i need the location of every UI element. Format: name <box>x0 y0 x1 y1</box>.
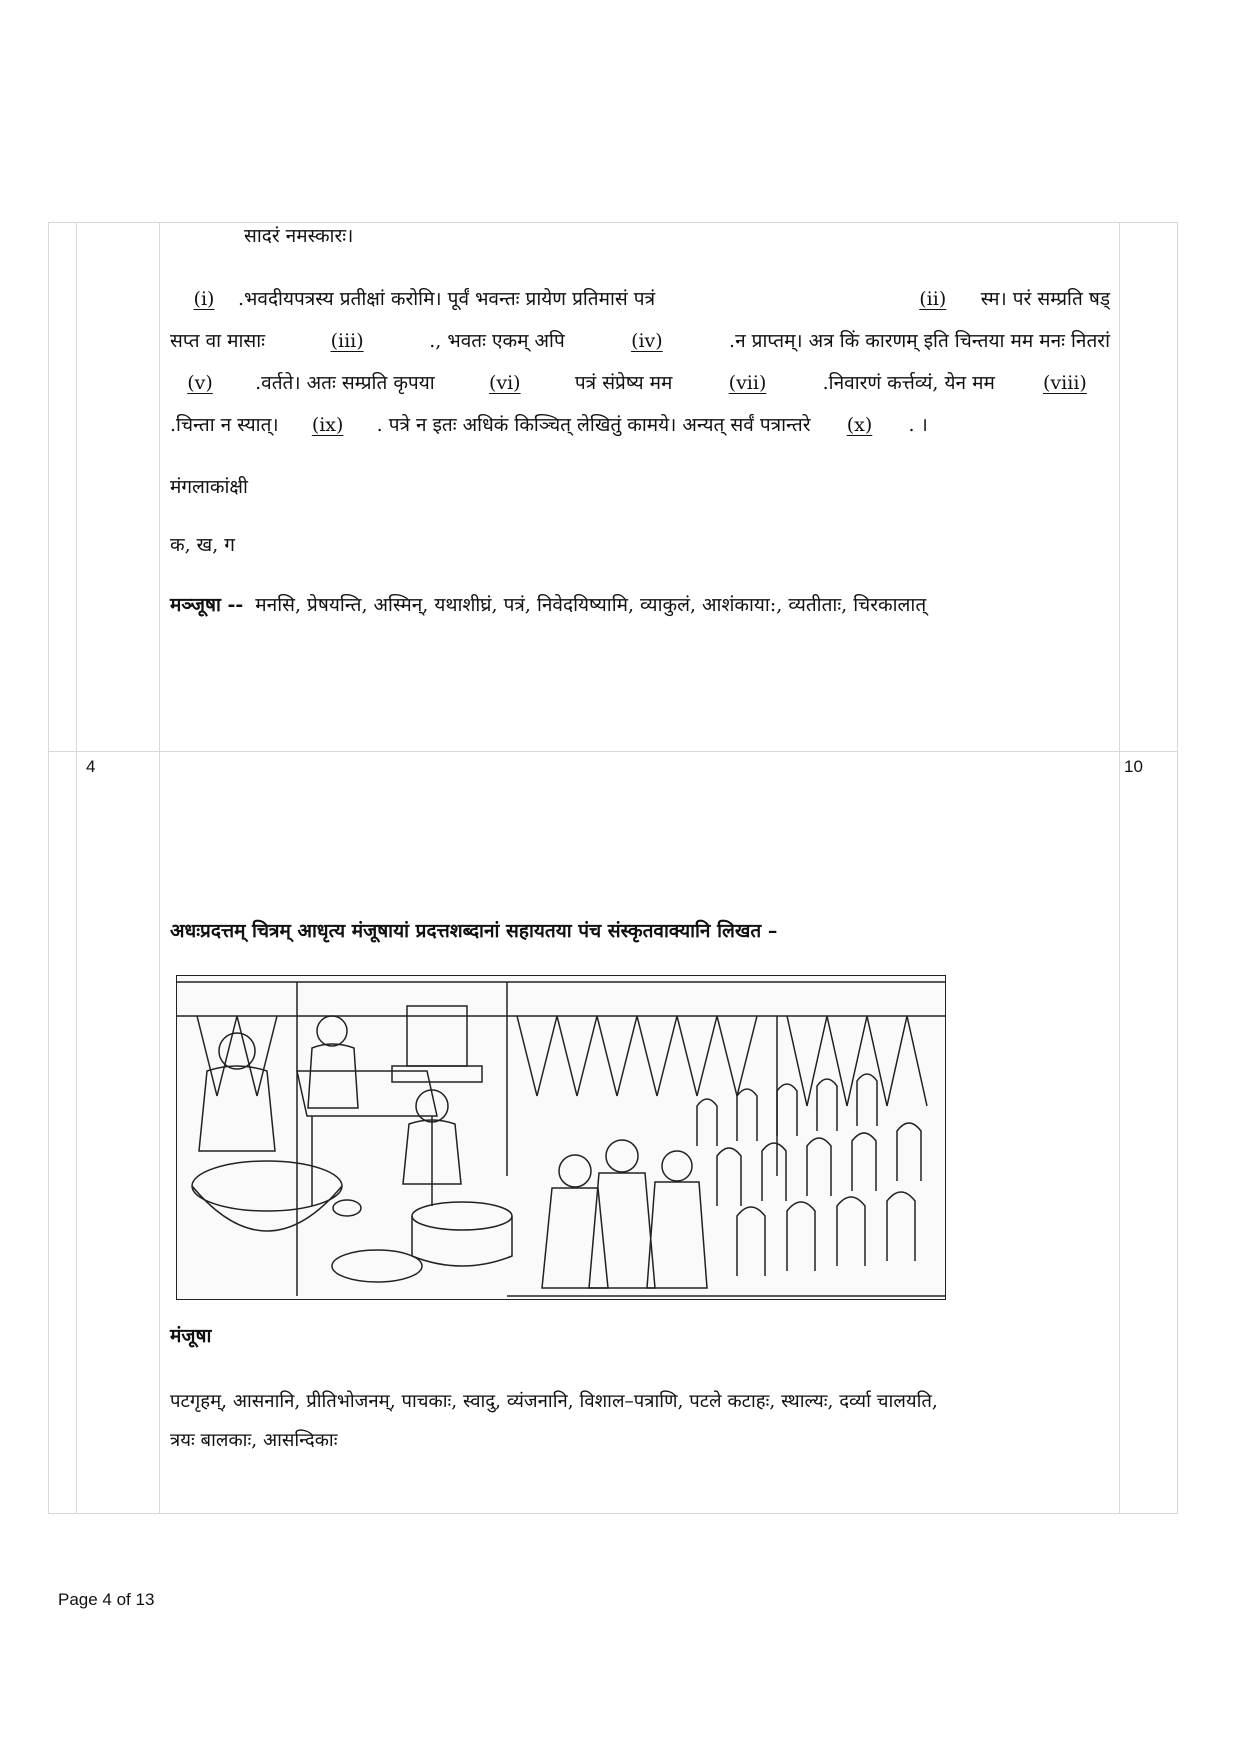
blank-ii: (ii) <box>919 288 947 310</box>
letter-line-1 <box>170 285 1110 327</box>
blank-iii: (iii) <box>330 330 364 352</box>
word-box-4-line-1: पटगृहम्, आसनानि, प्रीतिभोजनम्, पाचकाः, स्वादु, व्यंजनानि, विशाल–पत्राणि, पटले कटाहः, स्थाल्यः, दर्व्या चालयति, <box>170 1391 938 1412</box>
table-column-divider <box>159 223 160 1513</box>
letter-text: .भवदीयपत्रस्य प्रतीक्षां करोमि। पूर्वं भवन्तः प्रायेण प्रतिमासं पत्रं <box>238 288 656 310</box>
table-column-divider <box>76 223 77 1513</box>
signatory: क, ख, ग <box>170 534 235 556</box>
blank-viii: (viii) <box>1043 372 1087 394</box>
salutation: सादरं नमस्कारः। <box>244 225 354 247</box>
blank-iv: (iv) <box>631 330 663 352</box>
letter-text: पत्रं संप्रेष्य मम <box>574 372 673 394</box>
word-box-3 <box>170 596 926 615</box>
blank-vi: (vi) <box>488 372 521 394</box>
letter-line-2 <box>170 327 1110 369</box>
word-box-4-line-2: त्रयः बालकाः, आसन्दिकाः <box>170 1430 338 1451</box>
closing: मंगलाकांक्षी <box>170 476 248 498</box>
question-number: 4 <box>86 757 96 776</box>
letter-text: स्म। परं सम्प्रति षड् <box>980 288 1110 310</box>
word-box-4-label: मंजूषा <box>170 1325 212 1347</box>
page-number: Page 4 of 13 <box>58 1590 155 1609</box>
blank-x: (x) <box>846 414 873 436</box>
table-row-divider <box>49 751 1177 752</box>
letter-text: .वर्तते। अतः सम्प्रति कृपया <box>255 372 435 394</box>
blank-ix: (ix) <box>311 414 344 436</box>
letter-text: . पत्रे न इतः अधिकं किञ्चित् लेखितुं कामये। अन्यत् सर्वं पत्रान्तरे <box>376 414 811 436</box>
letter-line-3 <box>170 369 1110 411</box>
marks: 10 <box>1124 757 1143 776</box>
letter-text: . । <box>908 414 928 436</box>
letter-line-4 <box>170 411 1110 453</box>
blank-i: (i) <box>193 288 215 310</box>
blank-v: (v) <box>187 372 213 394</box>
letter-text: .निवारणं कर्त्तव्यं, येन मम <box>822 372 995 394</box>
letter-paragraph <box>170 285 1110 453</box>
picture-instruction: अधःप्रदत्तम् चित्रम् आधृत्य मंजूषायां प्रदत्तशब्दानां सहायतया पंच संस्कृतवाक्यानि लिखत – <box>170 920 778 942</box>
letter-text: .न प्राप्तम्। अत्र किं कारणम् इति चिन्तया मम मनः नितरां <box>729 330 1110 352</box>
letter-text: सप्त वा मासाः <box>170 330 265 352</box>
table-column-divider <box>1119 223 1120 1513</box>
letter-text: .चिन्ता न स्यात्। <box>170 414 279 436</box>
blank-vii: (vii) <box>728 372 767 394</box>
word-box-label: मञ्जूषा -- <box>170 594 244 616</box>
picture-composition-image <box>176 975 946 1300</box>
feast-tent-illustration <box>177 976 945 1299</box>
letter-text: ., भवतः एकम् अपि <box>429 330 565 352</box>
word-box-words: मनसि, प्रेषयन्ति, अस्मिन्, यथाशीघ्रं, पत्रं, निवेदयिष्यामि, व्याकुलं, आशंकाया:, व्यतीताः, चिरकालात् <box>255 594 927 616</box>
